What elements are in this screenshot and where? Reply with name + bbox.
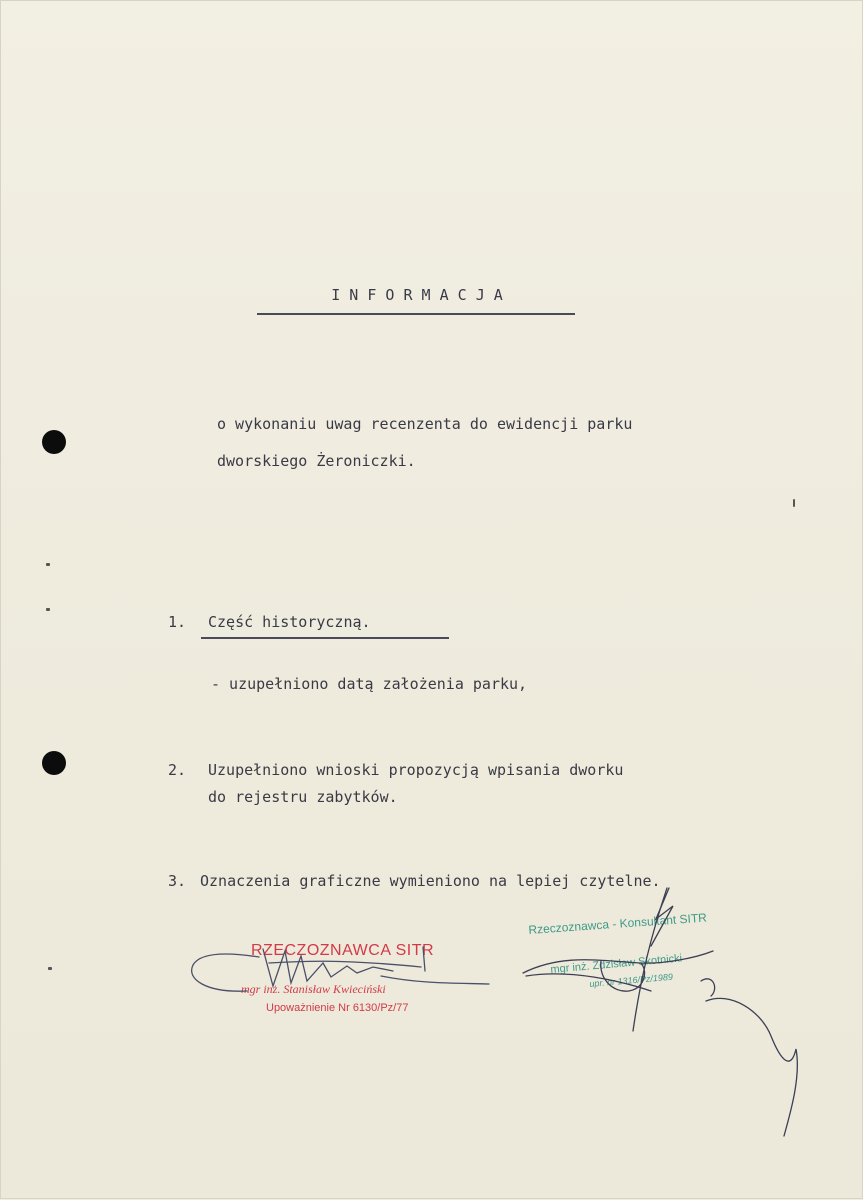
item-1-number: 1.	[168, 613, 187, 631]
intro-line-2: dworskiego Żeroniczki.	[217, 452, 416, 470]
item-2-number: 2.	[168, 761, 187, 779]
right-stamp-authorization: upr. nr 1316/Pz/1989	[589, 971, 674, 989]
left-stamp-title: RZECZOZNAWCA SITR	[251, 942, 435, 959]
handwritten-signatures	[1, 1, 863, 1200]
item-2-line-2: do rejestru zabytków.	[208, 788, 398, 806]
item-1-heading: Część historyczną.	[208, 613, 371, 631]
item-2-line-1: Uzupełniono wnioski propozycją wpisania dworku	[208, 761, 624, 779]
item-3-text: Oznaczenia graficzne wymieniono na lepiej czytelne.	[200, 872, 661, 890]
item-1-detail: - uzupełniono datą założenia parku,	[211, 675, 528, 693]
right-signature	[523, 888, 797, 1136]
item-3-number: 3.	[168, 872, 187, 890]
left-stamp-authorization: Upoważnienie Nr 6130/Pz/77	[266, 1002, 409, 1014]
right-stamp-title: Rzeczoznawca - Konsultant SITR	[528, 910, 708, 937]
left-stamp-name: mgr inż. Stanisław Kwieciński	[241, 982, 386, 996]
right-stamp-name: mgr inż. Zdzisław Skotnicki	[550, 952, 683, 976]
intro-line-1: o wykonaniu uwag recenzenta do ewidencji parku	[217, 415, 633, 433]
document-title: I N F O R M A C J A	[331, 286, 503, 304]
left-signature	[192, 947, 489, 991]
